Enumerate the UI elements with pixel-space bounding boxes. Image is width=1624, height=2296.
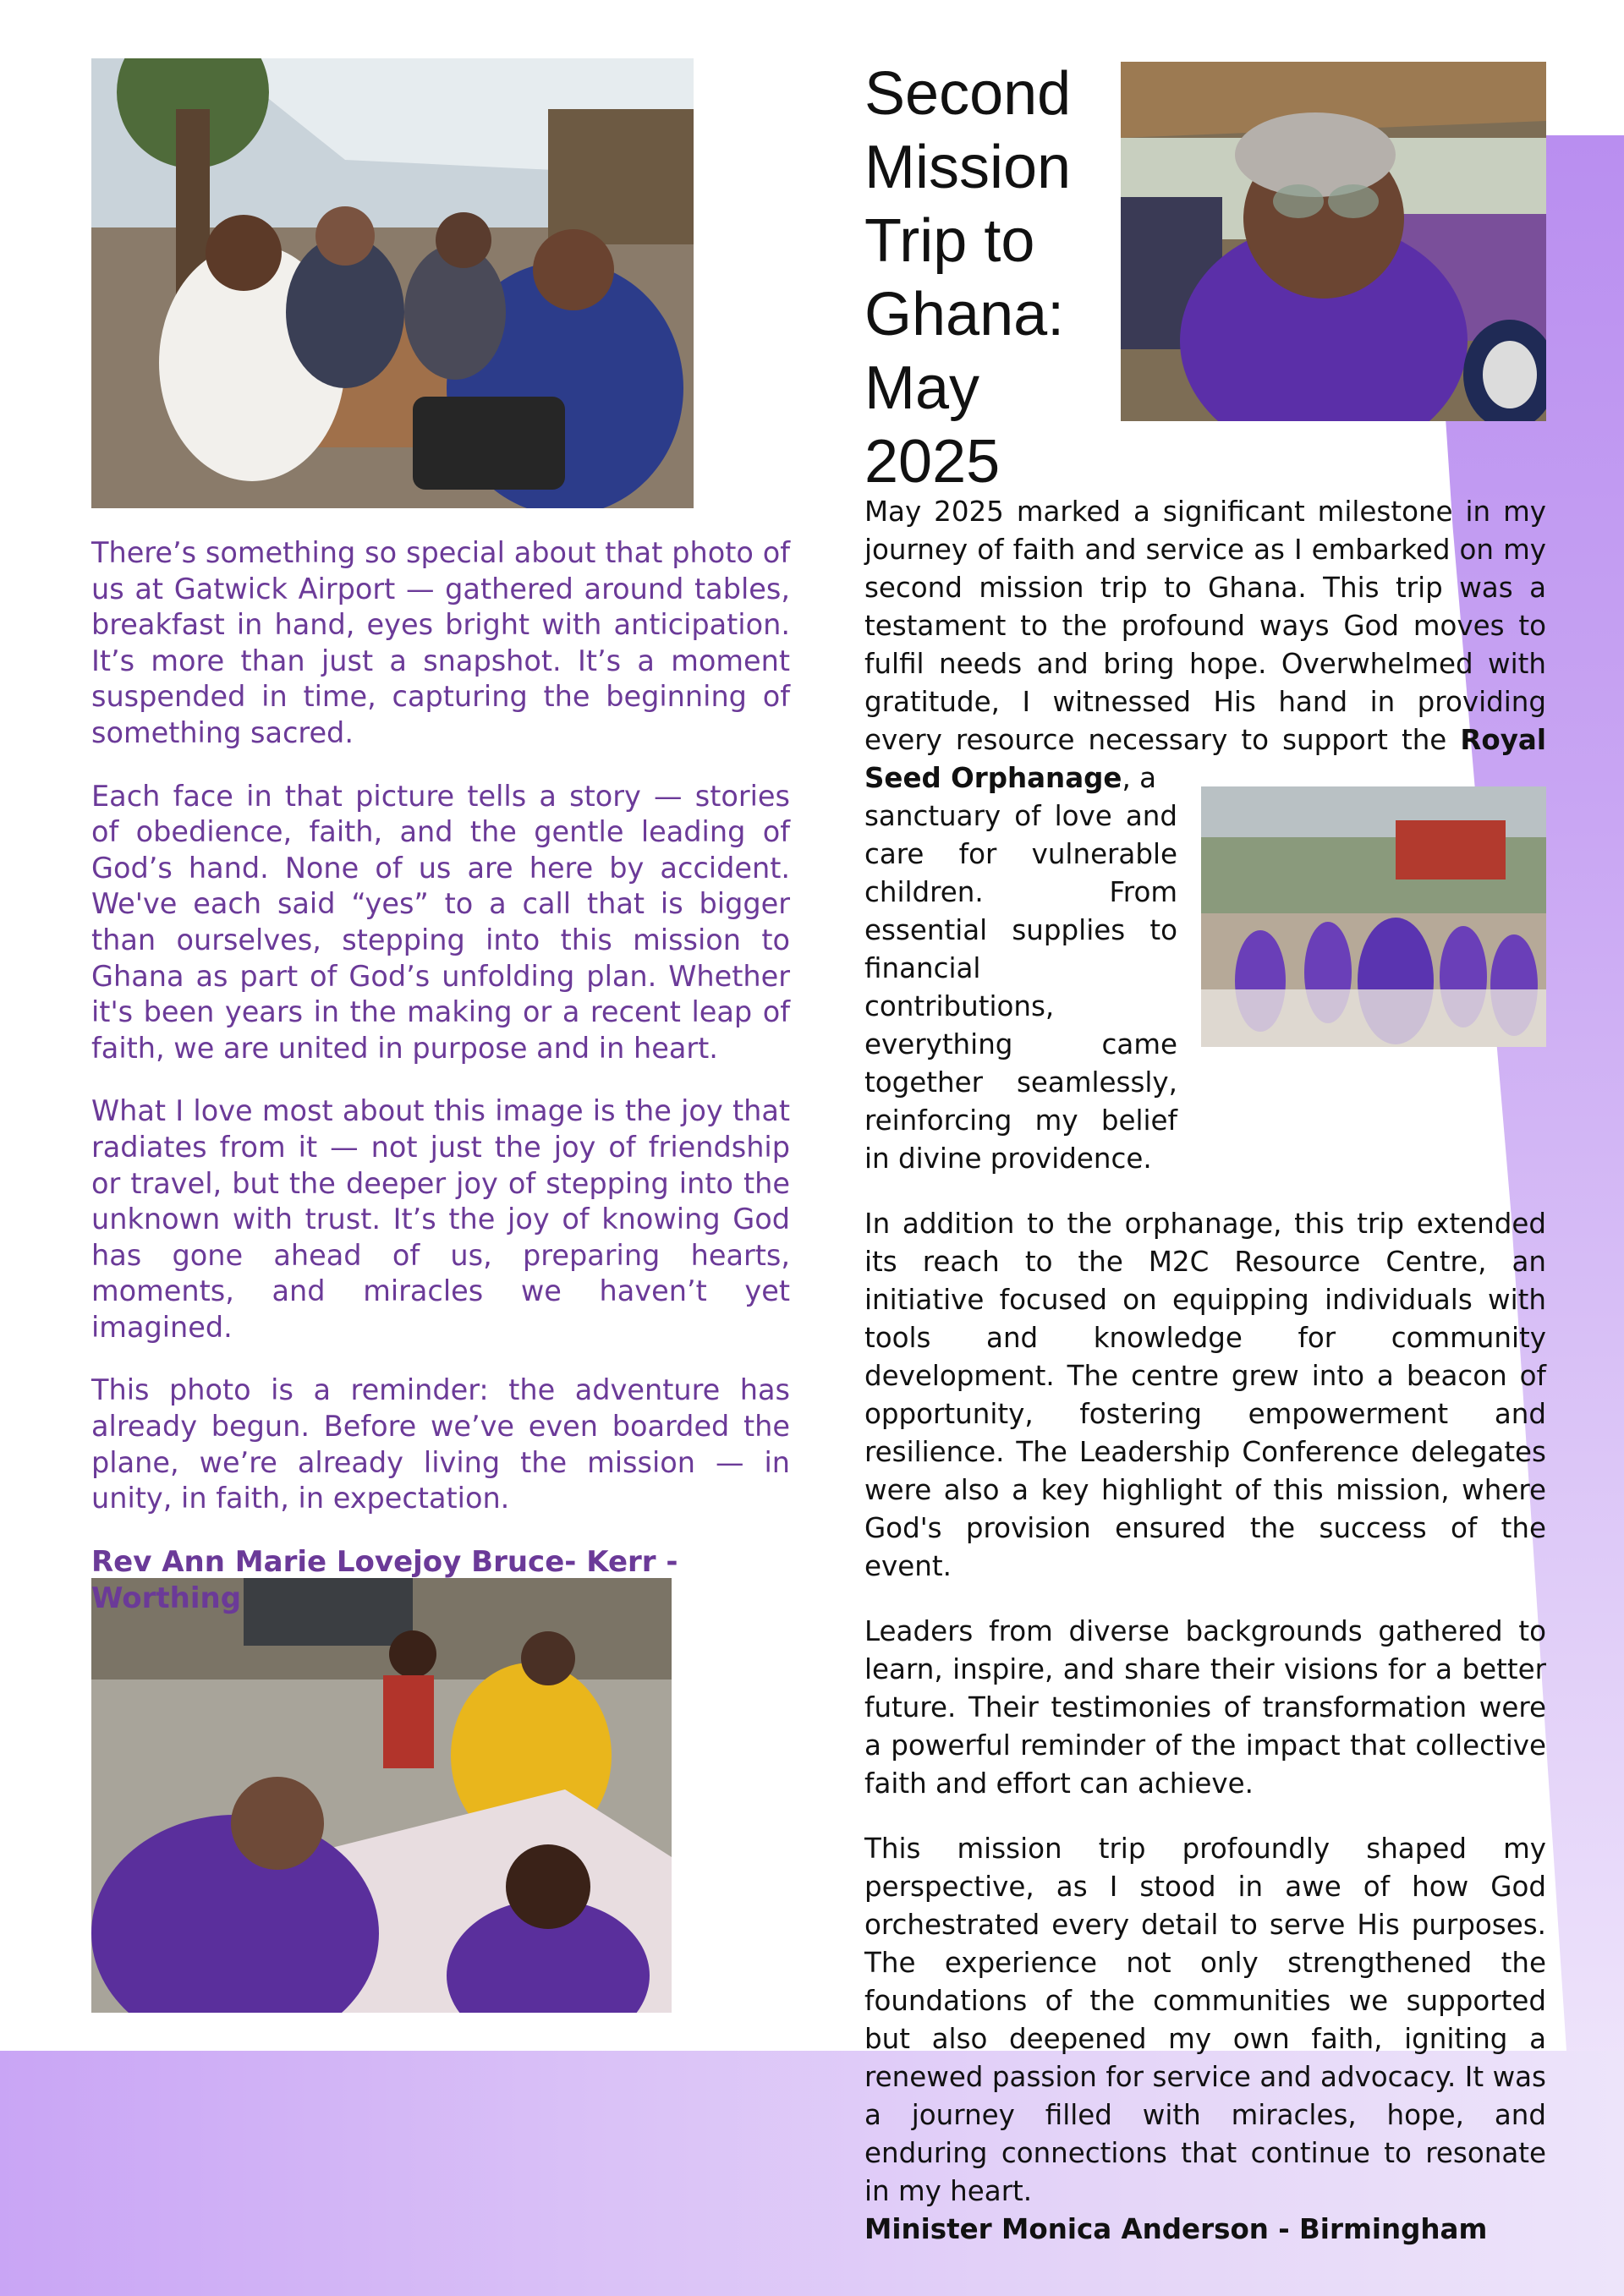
article-paragraph-4: This mission trip profoundly shaped my perspective, as I stood in awe of how God orchestrated every detail to serve His purposes. The experience not only strengthened the foundations of the communities we supported but also deepened my own faith, igniting a renewed passion for service and advocacy. It was a journey filled with miracles, hope, and enduring connections that continue to resonate in my heart. [864, 1833, 1546, 2207]
photo-selfie-pavilion [1121, 62, 1546, 421]
article-paragraph-2: In addition to the orphanage, this trip extended its reach to the M2C Resource Centre, an initiative focused on equipping individuals with tools and knowledge for community development. The centre grew into a beacon of opportunity, fostering empowerment and resilience. The Leadership Conference delegates were also a key highlight of this mission, where God's provision ensured the success of the event. [864, 1208, 1546, 1582]
photo-gatwick-breakfast [91, 58, 694, 508]
reflection-column [91, 535, 790, 1644]
reflection-paragraph-3: What I love most about this image is the joy that radiates from it — not just the joy of friendship or travel, but the deeper joy of stepping into the unknown with trust. It’s the joy of knowing God has gone ahead of us, preparing hearts, moments, and miracles we haven’t yet imagined. [91, 1094, 790, 1344]
reflection-paragraph-1: There’s something so special about that photo of us at Gatwick Airport — gathered around tables, breakfast in hand, eyes bright with anticipation. It’s more than just a snapshot. It’s a moment suspended in time, capturing the beginning of something sacred. [91, 536, 790, 749]
orphanage-name: Royal Seed Orphanage [864, 724, 1546, 794]
article-intro-continued: sanctuary of love and care for vulnerable children. From essential supplies to financial contributions, everything came together seamlessly, reinforcing my belief in divine providence. [864, 800, 1177, 1175]
article-intro-text: May 2025 marked a significant milestone in my journey of faith and service as I embarked on my second mission trip to Ghana. This trip was a testament to the profound ways God moves to fulfil needs and bring hope. Overwhelmed with gratitude, I witnessed His hand in providing every resource necessary to support the [864, 496, 1546, 756]
article-author: Minister Monica Anderson - Birmingham [864, 2213, 1488, 2245]
reflection-author: Rev Ann Marie Lovejoy Bruce- Kerr - Worthing [91, 1544, 678, 1615]
reflection-paragraph-2: Each face in that picture tells a story — stories of obedience, faith, and the gentle leading of God’s hand. None of us are here by accident. We've each said “yes” to a call that is bigger than ourselves, stepping into this mission to Ghana as part of God’s unfolding plan. Whether it's been years in the making or a recent leap of faith, we are united in purpose and in heart. [91, 779, 790, 1065]
reflection-paragraph-4: This photo is a reminder: the adventure has already begun. Before we’ve even boarded the plane, we’re already living the mission — in unity, in faith, in expectation. [91, 1373, 790, 1515]
article-title: Second Mission Trip to Ghana: May 2025 [864, 60, 1072, 496]
article-intro [864, 493, 1546, 797]
article-paragraph-3: Leaders from diverse backgrounds gathered to learn, inspire, and share their visions for a better future. Their testimonies of transformation were a powerful reminder of the impact that collective faith and effort can achieve. [864, 1615, 1546, 1800]
article-column [864, 493, 1546, 2249]
article-intro-tail: , a [1122, 762, 1157, 794]
